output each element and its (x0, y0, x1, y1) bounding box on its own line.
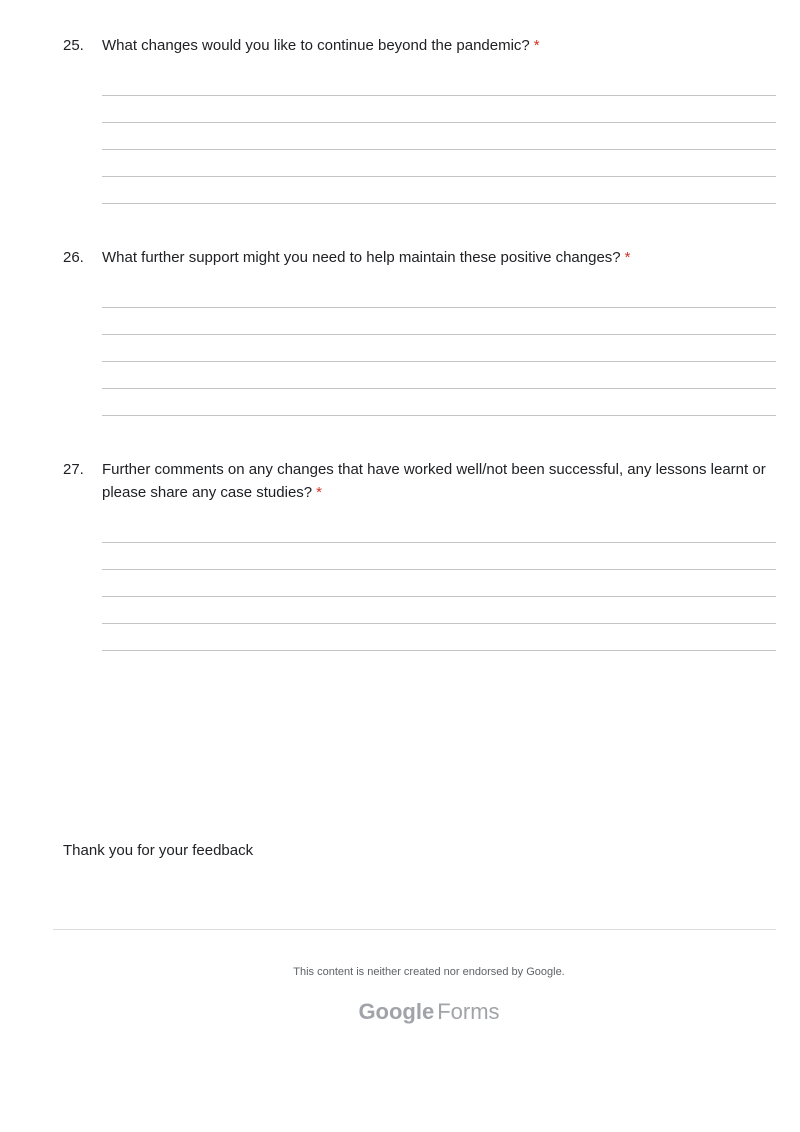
disclaimer-text: This content is neither created nor endorsed by Google. (293, 966, 565, 978)
question-text (102, 246, 776, 269)
answer-line[interactable] (102, 149, 776, 150)
answer-line[interactable] (102, 361, 776, 362)
question-text (102, 458, 776, 504)
answer-line[interactable] (102, 596, 776, 597)
answer-line[interactable] (102, 415, 776, 416)
answer-line[interactable] (102, 569, 776, 570)
footer-divider (53, 929, 776, 930)
question-label: Further comments on any changes that have worked well/not been successful, any lessons learnt or please share any case studies? (102, 461, 766, 501)
question-number: 26. (63, 249, 84, 266)
answer-line[interactable] (102, 122, 776, 123)
question-number: 27. (63, 461, 84, 478)
answer-line[interactable] (102, 388, 776, 389)
required-asterisk: * (533, 37, 540, 54)
required-asterisk: * (624, 249, 631, 266)
answer-line[interactable] (102, 542, 776, 543)
answer-line[interactable] (102, 176, 776, 177)
answer-line[interactable] (102, 95, 776, 96)
brand-google-text: Google (358, 999, 435, 1024)
section-title: Thank you for your feedback (63, 842, 254, 859)
google-forms-logo[interactable] (0, 999, 800, 1025)
question-number: 25. (63, 37, 84, 54)
answer-line[interactable] (102, 650, 776, 651)
question-label: What changes would you like to continue beyond the pandemic? (102, 37, 530, 54)
answer-line[interactable] (102, 307, 776, 308)
answer-line[interactable] (102, 334, 776, 335)
question-text (102, 34, 776, 57)
brand-forms-text: Forms (437, 999, 500, 1024)
answer-line[interactable] (102, 203, 776, 204)
question-label: What further support might you need to help maintain these positive changes? (102, 249, 621, 266)
answer-line[interactable] (102, 623, 776, 624)
required-asterisk: * (316, 484, 322, 501)
